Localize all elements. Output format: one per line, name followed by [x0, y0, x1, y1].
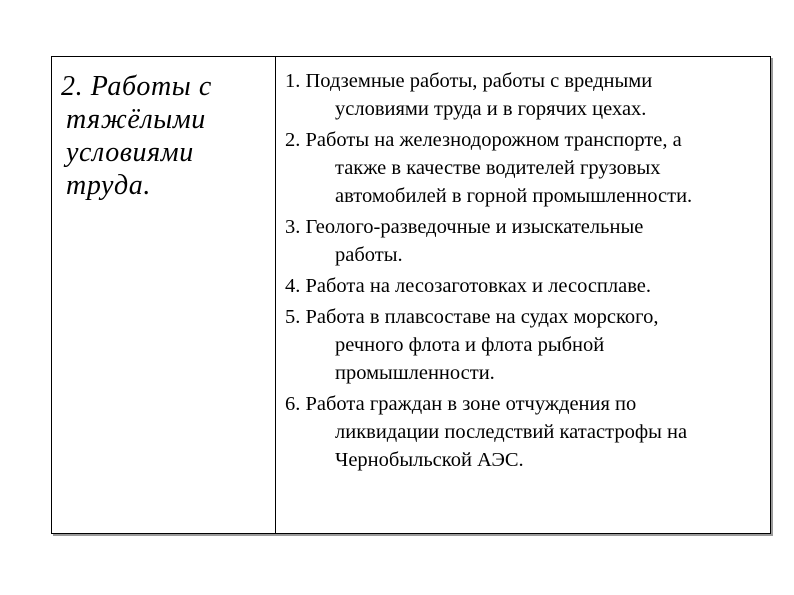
list-item	[285, 390, 762, 474]
list-item-line: 5. Работа в плавсоставе на судах морского,	[285, 306, 659, 328]
list-item-line: работы.	[335, 244, 403, 266]
work-list-cell	[276, 57, 770, 533]
list-item	[285, 67, 762, 123]
list-item-line: 1. Подземные работы, работы с вредными	[285, 70, 653, 92]
list-item-line: автомобилей в горной промышленности.	[335, 185, 693, 207]
content-table	[51, 56, 771, 534]
list-item-line: Чернобыльской АЭС.	[335, 449, 524, 471]
list-item	[285, 303, 762, 387]
list-item-line: промышленности.	[335, 362, 495, 384]
heading-line: 2. Работы с	[61, 71, 212, 102]
list-item-line: 6. Работа граждан в зоне отчуждения по	[285, 393, 637, 415]
category-heading	[61, 70, 275, 202]
list-item-line: 3. Геолого-разведочные и изыскательные	[285, 216, 644, 238]
list-item-line: условиями труда и в горячих цехах.	[335, 98, 647, 120]
list-item-line: 2. Работы на железнодорожном транспорте, а	[285, 129, 682, 151]
list-item	[285, 126, 762, 210]
list-item-line: 4. Работа на лесозаготовках и лесосплаве.	[285, 275, 652, 297]
heading-line: тяжёлыми	[66, 104, 206, 135]
work-list	[285, 67, 762, 474]
category-cell	[52, 57, 276, 533]
list-item-line: речного флота и флота рыбной	[335, 334, 605, 356]
heading-line: труда.	[66, 170, 151, 201]
list-item-line: ликвидации последствий катастрофы на	[335, 421, 688, 443]
heading-line: условиями	[66, 137, 194, 168]
list-item	[285, 213, 762, 269]
list-item-line: также в качестве водителей грузовых	[335, 157, 661, 179]
list-item	[285, 272, 762, 300]
